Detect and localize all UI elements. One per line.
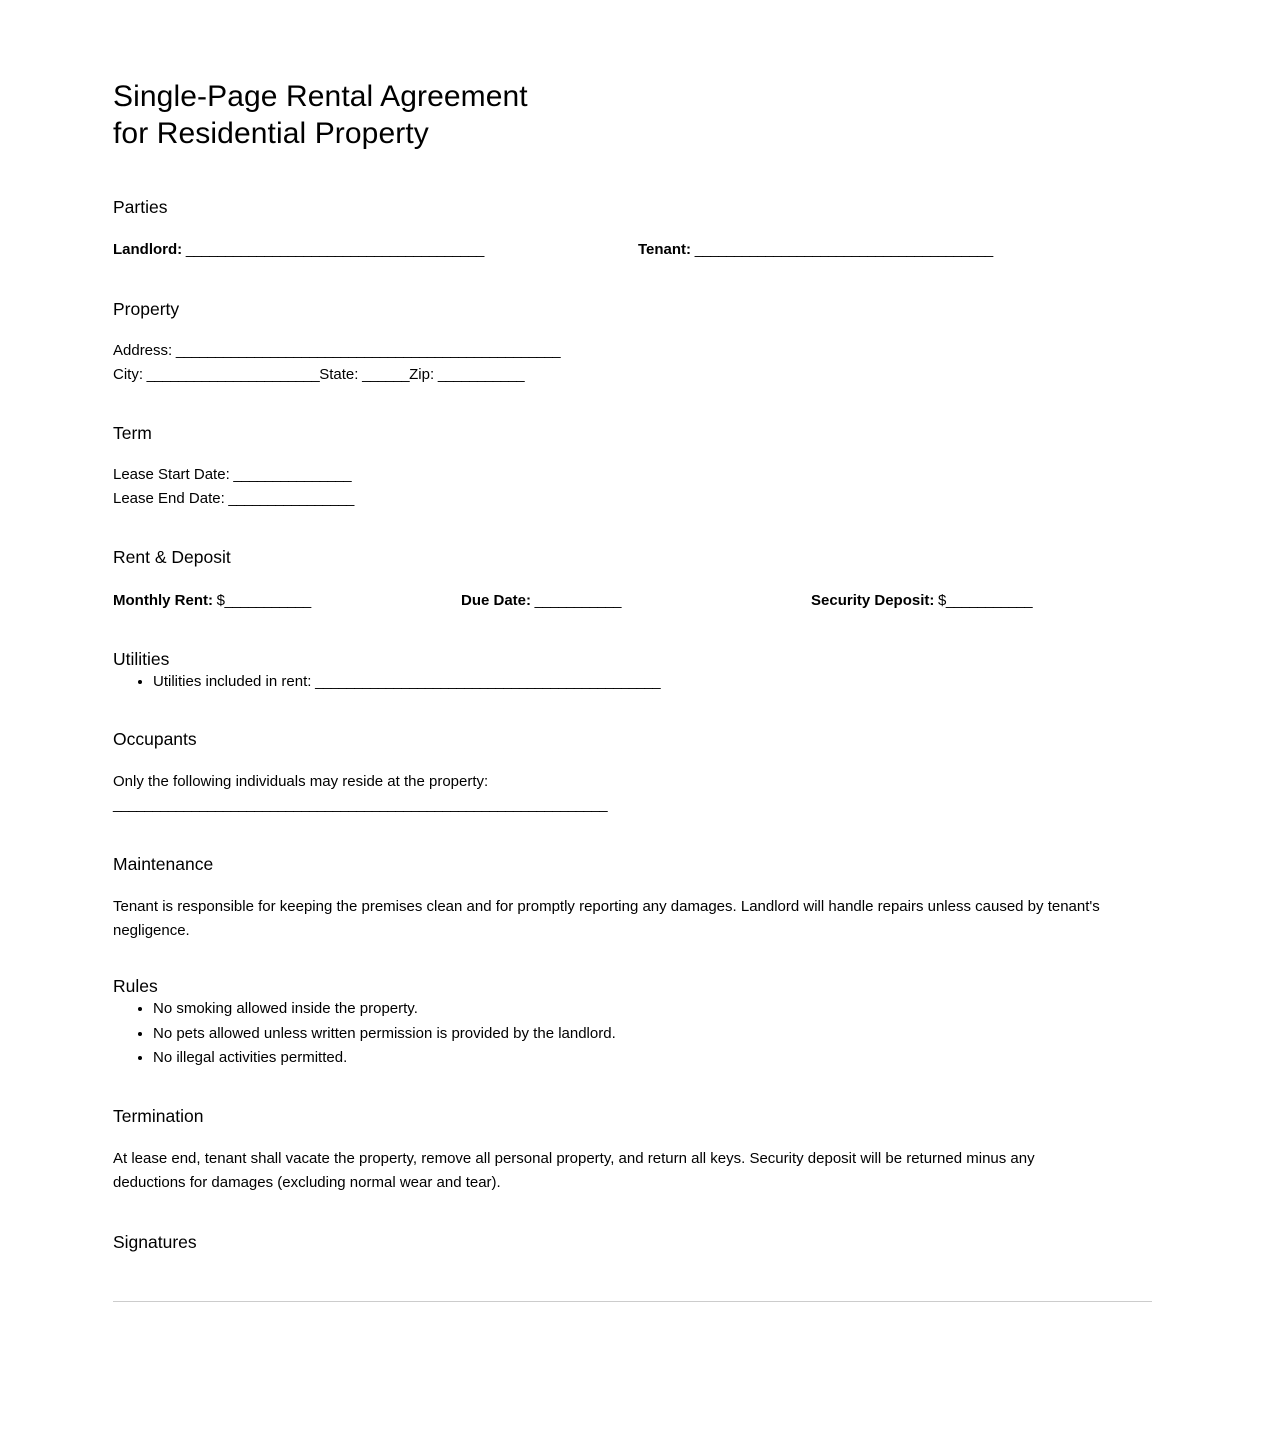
maintenance-paragraph: Tenant is responsible for keeping the premises clean and for promptly reporting any damages. Landlord will handle repairs unless caused by tenant's negligence. xyxy=(113,898,1100,939)
address-label: Address: xyxy=(113,342,173,359)
due-date-label: Due Date: xyxy=(461,592,532,609)
term-fields xyxy=(113,463,1106,510)
monthly-rent-label: Monthly Rent: xyxy=(113,592,213,609)
lease-end-date-label: Lease End Date: xyxy=(113,489,225,507)
monthly-rent-field xyxy=(113,589,311,613)
section-heading-rules: Rules xyxy=(113,976,158,996)
section-heading-term: Term xyxy=(113,423,152,443)
security-deposit-blank[interactable]: $___________ xyxy=(934,592,1033,609)
page-title-line-2: for Residential Property xyxy=(113,117,429,150)
section-heading-property: Property xyxy=(113,299,180,319)
city-label: City: xyxy=(113,365,143,383)
lease-start-date-label: Lease Start Date: xyxy=(113,466,230,483)
list-item xyxy=(153,670,1106,695)
lease-end-date-field xyxy=(113,487,1106,511)
document-content xyxy=(113,0,1106,1253)
section-heading-termination: Termination xyxy=(113,1105,204,1126)
tenant-field xyxy=(638,238,993,262)
lease-start-date-field xyxy=(113,463,1106,487)
section-heading-rent-deposit: Rent & Deposit xyxy=(113,547,231,567)
state-blank[interactable]: ______ xyxy=(358,365,410,383)
zip-blank[interactable]: ___________ xyxy=(434,365,525,383)
page-title-line-1: Single-Page Rental Agreement xyxy=(113,80,528,113)
occupants-intro-text: Only the following individuals may reside at the property: xyxy=(113,772,489,790)
section-heading-parties: Parties xyxy=(113,197,168,217)
lease-start-date-blank[interactable]: _______________ xyxy=(229,466,352,483)
due-date-blank[interactable]: ___________ xyxy=(531,592,621,609)
list-item: No illegal activities permitted. xyxy=(153,1046,1106,1071)
lease-end-date-blank[interactable]: ________________ xyxy=(224,489,354,507)
state-label: State: xyxy=(319,365,359,383)
landlord-label: Landlord: xyxy=(113,241,183,258)
landlord-field xyxy=(113,238,484,262)
tenant-label: Tenant: xyxy=(638,241,692,258)
city-state-zip-field xyxy=(113,363,1106,387)
section-heading-maintenance xyxy=(113,853,1106,875)
security-deposit-label: Security Deposit: xyxy=(811,592,935,609)
utilities-included-label: Utilities included in rent: xyxy=(153,673,312,690)
monthly-rent-blank[interactable]: $___________ xyxy=(212,592,311,609)
security-deposit-field xyxy=(811,589,1032,613)
tenant-blank[interactable]: ______________________________________ xyxy=(691,241,993,258)
due-date-field xyxy=(461,589,621,613)
property-fields xyxy=(113,339,1106,386)
list-item: No pets allowed unless written permission is provided by the landlord. xyxy=(153,1022,1106,1047)
occupants-fields xyxy=(113,770,1106,818)
termination-paragraph: At lease end, tenant shall vacate the property, remove all personal property, and return all keys. Security deposit will be returned minus any deductions for damages (excluding normal wear and tear). xyxy=(113,1149,1035,1191)
rent-deposit-row xyxy=(113,589,1106,613)
address-blank[interactable]: _________________________________________________ xyxy=(172,342,561,359)
landlord-blank[interactable]: ______________________________________ xyxy=(182,241,484,258)
rules-list xyxy=(113,997,1106,1071)
page-title xyxy=(113,0,1106,152)
list-item: No smoking allowed inside the property. xyxy=(153,997,1106,1022)
maintenance-heading-text: Maintenance xyxy=(113,854,214,874)
city-blank[interactable]: ______________________ xyxy=(143,365,320,383)
utilities-list xyxy=(113,670,1106,695)
utilities-included-blank[interactable]: ____________________________________________ xyxy=(311,673,661,690)
section-heading-occupants: Occupants xyxy=(113,728,197,749)
occupants-blank[interactable]: _______________________________________________________________ xyxy=(113,796,608,813)
address-field xyxy=(113,339,1106,363)
zip-label: Zip: xyxy=(409,365,435,383)
section-heading-signatures: Signatures xyxy=(113,1231,197,1252)
parties-row xyxy=(113,238,1106,262)
bottom-divider xyxy=(113,1301,1152,1302)
section-heading-utilities: Utilities xyxy=(113,649,170,669)
